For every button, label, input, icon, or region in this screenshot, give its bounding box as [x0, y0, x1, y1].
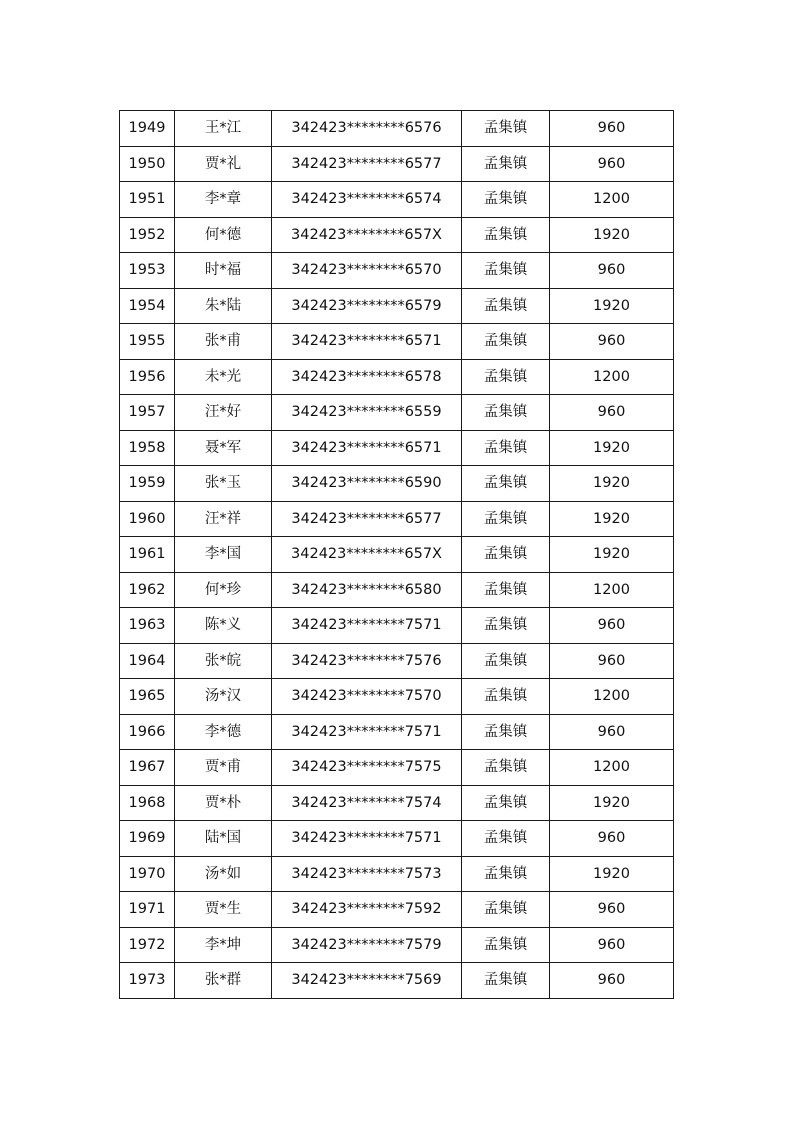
row-number: 1954 [120, 288, 175, 324]
town-name: 孟集镇 [462, 537, 550, 573]
amount: 1920 [550, 537, 674, 573]
id-number: 342423********6574 [272, 182, 462, 218]
id-number: 342423********7571 [272, 714, 462, 750]
id-number: 342423********7571 [272, 608, 462, 644]
person-name: 何*德 [175, 217, 272, 253]
id-number: 342423********6559 [272, 395, 462, 431]
town-name: 孟集镇 [462, 111, 550, 147]
row-number: 1950 [120, 146, 175, 182]
row-number: 1955 [120, 324, 175, 360]
table-row [120, 466, 674, 502]
person-name: 汤*如 [175, 856, 272, 892]
id-number: 342423********6577 [272, 146, 462, 182]
table-row [120, 821, 674, 857]
row-number: 1971 [120, 892, 175, 928]
amount: 1200 [550, 750, 674, 786]
town-name: 孟集镇 [462, 856, 550, 892]
amount: 960 [550, 146, 674, 182]
amount: 960 [550, 714, 674, 750]
table-row [120, 253, 674, 289]
table-row [120, 537, 674, 573]
row-number: 1961 [120, 537, 175, 573]
person-name: 张*皖 [175, 643, 272, 679]
amount: 1920 [550, 856, 674, 892]
person-name: 时*福 [175, 253, 272, 289]
amount: 960 [550, 963, 674, 999]
table-row [120, 963, 674, 999]
table-row [120, 714, 674, 750]
id-number: 342423********6577 [272, 501, 462, 537]
amount: 1200 [550, 182, 674, 218]
town-name: 孟集镇 [462, 750, 550, 786]
subsidy-table [119, 110, 674, 999]
table-row [120, 395, 674, 431]
town-name: 孟集镇 [462, 430, 550, 466]
table-row [120, 146, 674, 182]
id-number: 342423********7571 [272, 821, 462, 857]
table-body [120, 111, 674, 999]
person-name: 汪*祥 [175, 501, 272, 537]
town-name: 孟集镇 [462, 395, 550, 431]
amount: 960 [550, 324, 674, 360]
town-name: 孟集镇 [462, 679, 550, 715]
id-number: 342423********7569 [272, 963, 462, 999]
row-number: 1970 [120, 856, 175, 892]
table-row [120, 572, 674, 608]
row-number: 1966 [120, 714, 175, 750]
person-name: 贾*甫 [175, 750, 272, 786]
table-row [120, 359, 674, 395]
person-name: 王*江 [175, 111, 272, 147]
id-number: 342423********6578 [272, 359, 462, 395]
id-number: 342423********6590 [272, 466, 462, 502]
town-name: 孟集镇 [462, 927, 550, 963]
amount: 960 [550, 892, 674, 928]
row-number: 1951 [120, 182, 175, 218]
id-number: 342423********6571 [272, 324, 462, 360]
person-name: 贾*生 [175, 892, 272, 928]
row-number: 1962 [120, 572, 175, 608]
table-row [120, 324, 674, 360]
id-number: 342423********7574 [272, 785, 462, 821]
town-name: 孟集镇 [462, 892, 550, 928]
id-number: 342423********7570 [272, 679, 462, 715]
town-name: 孟集镇 [462, 146, 550, 182]
amount: 960 [550, 395, 674, 431]
person-name: 李*坤 [175, 927, 272, 963]
town-name: 孟集镇 [462, 643, 550, 679]
row-number: 1965 [120, 679, 175, 715]
id-number: 342423********7592 [272, 892, 462, 928]
row-number: 1958 [120, 430, 175, 466]
amount: 1920 [550, 785, 674, 821]
table-row [120, 679, 674, 715]
amount: 1920 [550, 217, 674, 253]
id-number: 342423********6570 [272, 253, 462, 289]
row-number: 1967 [120, 750, 175, 786]
town-name: 孟集镇 [462, 182, 550, 218]
town-name: 孟集镇 [462, 963, 550, 999]
id-number: 342423********7576 [272, 643, 462, 679]
row-number: 1953 [120, 253, 175, 289]
id-number: 342423********7575 [272, 750, 462, 786]
town-name: 孟集镇 [462, 821, 550, 857]
table-row [120, 927, 674, 963]
person-name: 张*甫 [175, 324, 272, 360]
table-row [120, 750, 674, 786]
row-number: 1969 [120, 821, 175, 857]
amount: 1200 [550, 572, 674, 608]
person-name: 李*德 [175, 714, 272, 750]
table-row [120, 111, 674, 147]
amount: 960 [550, 253, 674, 289]
amount: 960 [550, 927, 674, 963]
person-name: 陆*国 [175, 821, 272, 857]
table-row [120, 430, 674, 466]
person-name: 张*群 [175, 963, 272, 999]
amount: 960 [550, 821, 674, 857]
row-number: 1960 [120, 501, 175, 537]
amount: 960 [550, 608, 674, 644]
person-name: 未*光 [175, 359, 272, 395]
table-row [120, 892, 674, 928]
id-number: 342423********6571 [272, 430, 462, 466]
person-name: 贾*朴 [175, 785, 272, 821]
table-row [120, 217, 674, 253]
row-number: 1973 [120, 963, 175, 999]
town-name: 孟集镇 [462, 217, 550, 253]
table-row [120, 288, 674, 324]
amount: 1920 [550, 501, 674, 537]
row-number: 1972 [120, 927, 175, 963]
table-row [120, 785, 674, 821]
table-row [120, 501, 674, 537]
town-name: 孟集镇 [462, 785, 550, 821]
row-number: 1959 [120, 466, 175, 502]
amount: 960 [550, 111, 674, 147]
person-name: 李*章 [175, 182, 272, 218]
amount: 1920 [550, 288, 674, 324]
table-row [120, 182, 674, 218]
row-number: 1952 [120, 217, 175, 253]
amount: 960 [550, 643, 674, 679]
town-name: 孟集镇 [462, 608, 550, 644]
town-name: 孟集镇 [462, 288, 550, 324]
amount: 1200 [550, 359, 674, 395]
person-name: 汪*好 [175, 395, 272, 431]
person-name: 张*玉 [175, 466, 272, 502]
id-number: 342423********6576 [272, 111, 462, 147]
table-row [120, 643, 674, 679]
row-number: 1968 [120, 785, 175, 821]
id-number: 342423********7579 [272, 927, 462, 963]
town-name: 孟集镇 [462, 253, 550, 289]
town-name: 孟集镇 [462, 359, 550, 395]
row-number: 1963 [120, 608, 175, 644]
id-number: 342423********6579 [272, 288, 462, 324]
table-row [120, 856, 674, 892]
person-name: 朱*陆 [175, 288, 272, 324]
town-name: 孟集镇 [462, 572, 550, 608]
row-number: 1949 [120, 111, 175, 147]
town-name: 孟集镇 [462, 466, 550, 502]
person-name: 李*国 [175, 537, 272, 573]
id-number: 342423********657X [272, 537, 462, 573]
person-name: 何*珍 [175, 572, 272, 608]
town-name: 孟集镇 [462, 714, 550, 750]
subsidy-table-container [119, 110, 673, 999]
row-number: 1956 [120, 359, 175, 395]
id-number: 342423********7573 [272, 856, 462, 892]
town-name: 孟集镇 [462, 324, 550, 360]
amount: 1920 [550, 430, 674, 466]
id-number: 342423********6580 [272, 572, 462, 608]
person-name: 聂*军 [175, 430, 272, 466]
id-number: 342423********657X [272, 217, 462, 253]
row-number: 1964 [120, 643, 175, 679]
amount: 1920 [550, 466, 674, 502]
person-name: 汤*汉 [175, 679, 272, 715]
person-name: 贾*礼 [175, 146, 272, 182]
person-name: 陈*义 [175, 608, 272, 644]
amount: 1200 [550, 679, 674, 715]
table-row [120, 608, 674, 644]
row-number: 1957 [120, 395, 175, 431]
town-name: 孟集镇 [462, 501, 550, 537]
